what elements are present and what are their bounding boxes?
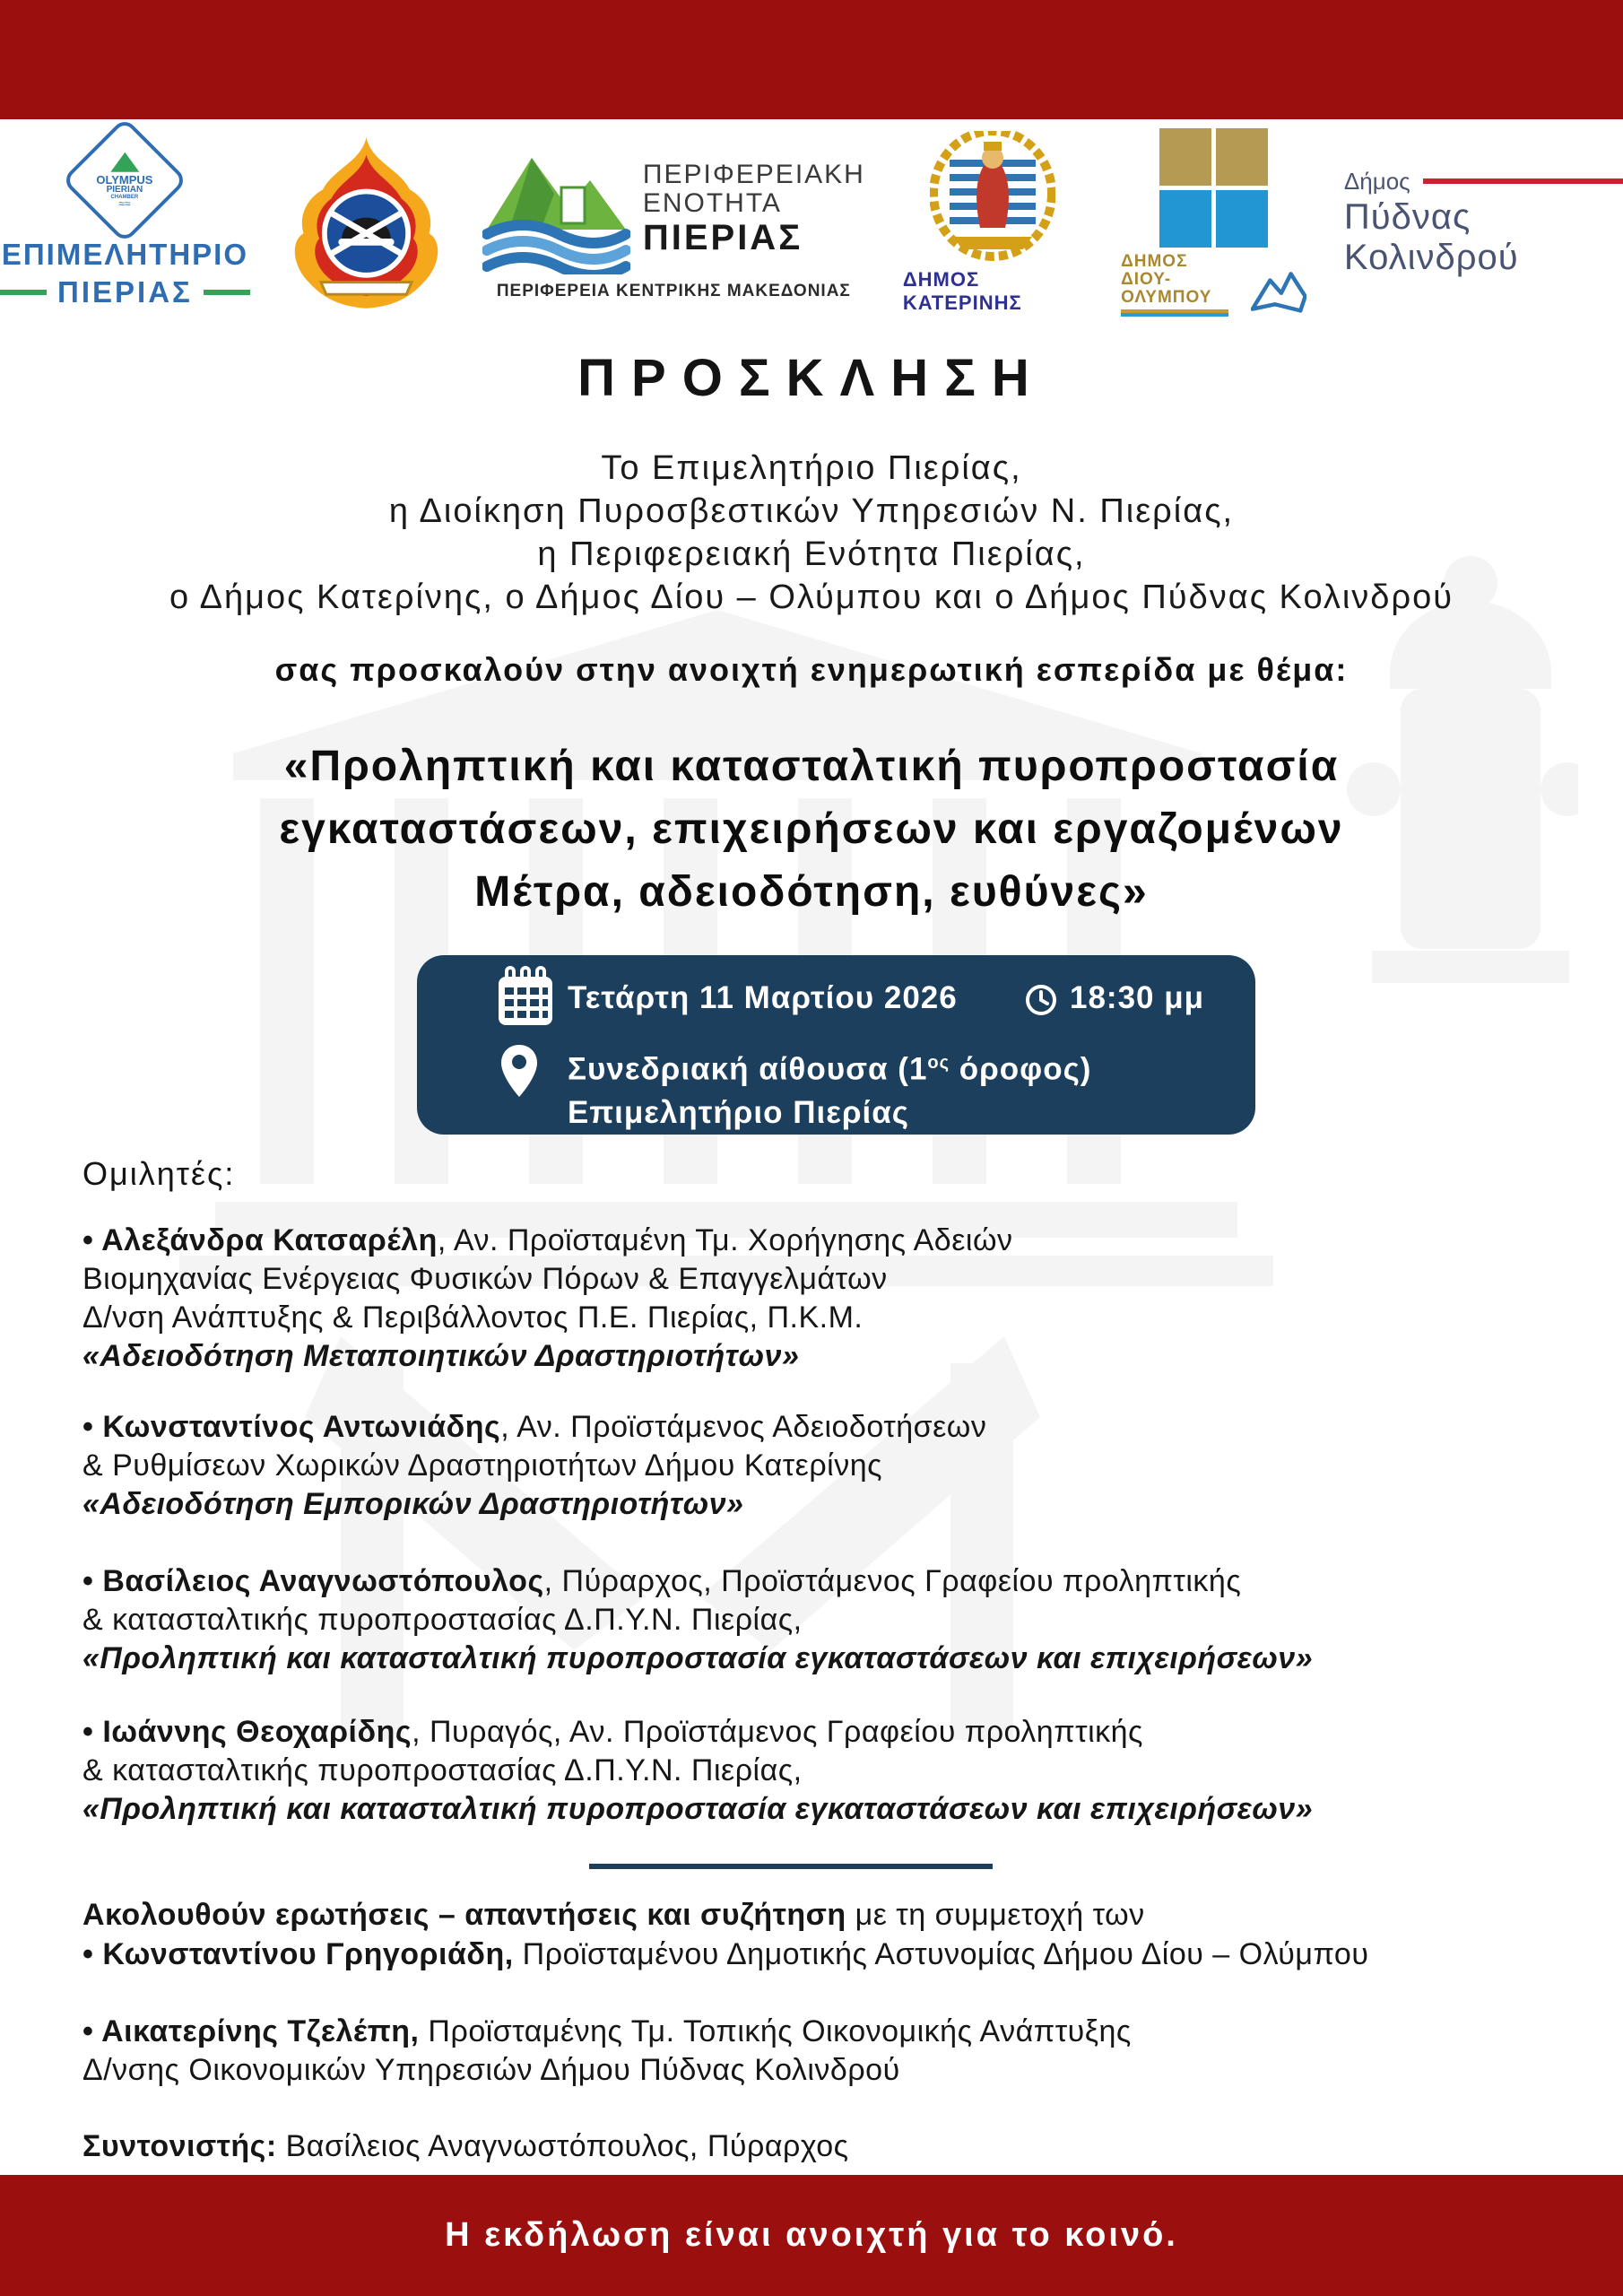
location-pin-icon bbox=[499, 1043, 539, 1099]
speaker-2-line1: • Κωνσταντίνος Αντωνιάδης, Αν. Προϊστάμενος Αδειοδοτήσεων bbox=[82, 1410, 987, 1444]
logo-dion-olympos bbox=[1121, 128, 1306, 317]
dion-line1: ΔΗΜΟΣ bbox=[1121, 252, 1188, 272]
waves-icon: ≈≈ bbox=[118, 197, 131, 211]
regional-line3: ΠΙΕΡΙΑΣ bbox=[642, 217, 803, 257]
speaker-1-line2: Βιομηχανίας Ενέργειας Φυσικών Πόρων & Επαγγελμάτων bbox=[82, 1262, 888, 1296]
speaker-3 bbox=[82, 1562, 1553, 1678]
speaker-4 bbox=[82, 1713, 1553, 1829]
speaker-4-line2: & κατασταλτικής πυροπροστασίας Δ.Π.Υ.Ν. Πιερίας, bbox=[82, 1753, 803, 1787]
chamber-name-line2: ΠΙΕΡΙΑΣ bbox=[57, 275, 193, 309]
speaker-1 bbox=[82, 1222, 1553, 1376]
speaker-2 bbox=[82, 1408, 1553, 1524]
speaker-4-name: Ιωάννης Θεοχαρίδης bbox=[102, 1715, 412, 1749]
organizer-line-1: Το Επιμελητήριο Πιερίας, bbox=[601, 449, 1022, 487]
speaker-1-name: Αλεξάνδρα Κατσαρέλη bbox=[101, 1223, 438, 1257]
coordinator-value: Βασίλειος Αναγνωστόπουλος, Πύραρχος bbox=[276, 2129, 849, 2163]
dion-line2: ΔΙΟΥ-ΟΛΥΜΠΟΥ bbox=[1121, 270, 1212, 307]
invitation-line: σας προσκαλούν στην ανοιχτή ενημερωτική εσπερίδα με θέμα: bbox=[274, 651, 1349, 688]
chamber-badge-line3: CHAMBER bbox=[111, 195, 139, 201]
speaker-3-line1: • Βασίλειος Αναγνωστόπουλος, Πύραρχος, Προϊστάμενος Γραφείου προληπτικής bbox=[82, 1564, 1242, 1598]
theme-line-2: εγκαταστάσεων, επιχειρήσεων και εργαζομένων bbox=[279, 805, 1344, 853]
logo-chamber-pieria bbox=[0, 135, 250, 309]
event-theme bbox=[0, 735, 1623, 924]
location-line1-pre: Συνεδριακή αίθουσα (1 bbox=[568, 1051, 928, 1087]
top-red-band bbox=[0, 0, 1623, 119]
speaker-3-topic: «Προληπτική και κατασταλτική πυροπροστασία εγκαταστάσεων και επιχειρήσεων» bbox=[82, 1641, 1314, 1675]
coordinator-label: Συντονιστής: bbox=[82, 2129, 277, 2163]
event-info-box bbox=[417, 955, 1255, 1135]
theme-line-3: Μέτρα, αδειοδότηση, ευθύνες» bbox=[474, 868, 1149, 916]
coordinator-line bbox=[82, 2127, 1553, 2166]
qa-participant-2: • Αικατερίνης Τζελέπη, Προϊσταμένης Τμ. Τοπικής Οικονομικής Ανάπτυξης Δ/νσης Οικονομικών Υπηρεσιών Δήμου Πύδνας Κολινδρού bbox=[82, 2013, 1553, 2090]
fire-service-emblem-icon bbox=[288, 135, 445, 310]
organizer-line-2: η Διοίκηση Πυροσβεστικών Υπηρεσιών Ν. Πιερίας, bbox=[388, 492, 1235, 530]
speaker-4-topic: «Προληπτική και κατασταλτική πυροπροστασία εγκαταστάσεων και επιχειρήσεων» bbox=[82, 1792, 1314, 1826]
regional-line1: ΠΕΡΙΦΕΡΕΙΑΚΗ bbox=[642, 160, 865, 190]
organizer-line-3: η Περιφερειακή Ενότητα Πιερίας, bbox=[537, 535, 1086, 573]
organizer-line-4: ο Δήμος Κατερίνης, ο Δήμος Δίου – Ολύμπου και ο Δήμος Πύδνας Κολινδρού bbox=[169, 578, 1454, 616]
qa-participant-1: • Κωνσταντίνου Γρηγοριάδη, Προϊσταμένου Δημοτικής Αστυνομίας Δήμου Δίου – Ολύμπου bbox=[82, 1937, 1369, 1971]
mountain-icon bbox=[110, 152, 139, 172]
logo-pydna-kolindrou bbox=[1344, 168, 1623, 278]
dion-tile-mosaic bbox=[1216, 190, 1268, 248]
regional-subtitle: ΠΕΡΙΦΕΡΕΙΑ ΚΕΝΤΡΙΚΗΣ ΜΑΚΕΔΟΝΙΑΣ bbox=[496, 281, 851, 300]
speaker-1-line3: Δ/νση Ανάπτυξης & Περιβάλλοντος Π.Ε. Πιερίας, Π.Κ.Μ. bbox=[82, 1300, 864, 1335]
green-dash-right bbox=[204, 290, 250, 295]
theme-line-1: «Προληπτική και κατασταλτική πυροπροστασία bbox=[283, 743, 1340, 790]
footer-note: Η εκδήλωση είναι ανοιχτή για το κοινό. bbox=[445, 2216, 1178, 2254]
speaker-4-line1: • Ιωάννης Θεοχαρίδης, Πυραγός, Αν. Προϊστάμενος Γραφείου προληπτικής bbox=[82, 1715, 1143, 1749]
chamber-badge-line2: PIERIAN bbox=[107, 185, 143, 196]
location-line2: Επιμελητήριο Πιερίας bbox=[568, 1094, 909, 1130]
calendar-icon bbox=[496, 966, 555, 1029]
qa-intro-line bbox=[82, 1896, 1553, 1935]
page-title: ΠΡΟΣΚΛΗΣΗ bbox=[577, 349, 1046, 407]
speaker-3-line2: & κατασταλτικής πυροπροστασίας Δ.Π.Υ.Ν. Πιερίας, bbox=[82, 1603, 803, 1637]
olympus-mountain-icon bbox=[1251, 266, 1306, 317]
location-ordinal: ος bbox=[927, 1053, 950, 1073]
dion-underline-bars bbox=[1121, 309, 1228, 317]
logo-regional-unit-pieria bbox=[482, 144, 865, 301]
dion-tiles-icon bbox=[1159, 128, 1268, 248]
speaker-1-topic: «Αδειοδότηση Μεταποιητικών Δραστηριοτήτων» bbox=[82, 1339, 800, 1373]
qa-participant-2-line2: Δ/νσης Οικονομικών Υπηρεσιών Δήμου Πύδνας Κολινδρού bbox=[82, 2053, 900, 2087]
event-date: Τετάρτη 11 Μαρτίου 2026 bbox=[568, 980, 958, 1015]
event-time: 18:30 μμ bbox=[1070, 980, 1205, 1015]
pydna-line2: Πύδνας Κολινδρού bbox=[1343, 196, 1519, 277]
organizers-paragraph bbox=[0, 447, 1623, 619]
speaker-2-topic: «Αδειοδότηση Εμπορικών Δραστηριοτήτων» bbox=[82, 1487, 744, 1521]
dion-tile-saint bbox=[1159, 128, 1211, 186]
logo-fire-service bbox=[288, 135, 445, 310]
chamber-name-line1: ΕΠΙΜΕΛΗΤΗΡΙΟ bbox=[1, 238, 249, 271]
chamber-diamond-icon bbox=[62, 117, 188, 243]
qa-bold-part: Ακολουθούν ερωτήσεις – απαντήσεις και συζήτηση bbox=[82, 1898, 846, 1932]
katerini-seal-icon bbox=[930, 131, 1055, 261]
speaker-2-line2: & Ρυθμίσεων Χωρικών Δραστηριοτήτων Δήμου Κατερίνης bbox=[82, 1448, 883, 1483]
logo-katerini bbox=[903, 131, 1083, 315]
regional-line2: ΕΝΟΤΗΤΑ bbox=[642, 188, 782, 219]
speaker-2-name: Κωνσταντίνος Αντωνιάδης bbox=[102, 1410, 501, 1444]
qa-regular-part: με τη συμμετοχή των bbox=[846, 1898, 1145, 1932]
katerini-label: ΔΗΜΟΣ ΚΑΤΕΡΙΝΗΣ bbox=[902, 267, 1022, 314]
pydna-line1: Δήμος bbox=[1343, 167, 1410, 195]
green-dash-left bbox=[0, 290, 47, 295]
chamber-badge-line1: OLYMPUS bbox=[96, 173, 153, 187]
speaker-3-name: Βασίλειος Αναγνωστόπουλος bbox=[102, 1564, 544, 1598]
clock-icon bbox=[1025, 984, 1057, 1016]
dion-tile-ruins bbox=[1159, 190, 1211, 248]
mountain-waves-icon bbox=[482, 144, 630, 274]
bottom-red-band bbox=[0, 2175, 1623, 2296]
speakers-heading: Ομιλητές: bbox=[82, 1155, 236, 1192]
section-divider bbox=[589, 1864, 993, 1869]
location-line1-post: όροφος) bbox=[950, 1051, 1092, 1087]
qa-participant-2-name: Αικατερίνης Τζελέπη, bbox=[101, 2014, 420, 2048]
qa-participant-1-name: Κωνσταντίνου Γρηγοριάδη, bbox=[102, 1937, 514, 1971]
event-location bbox=[568, 1041, 1091, 1135]
pydna-red-line bbox=[1423, 178, 1623, 184]
speaker-1-line1: • Αλεξάνδρα Κατσαρέλη, Αν. Προϊσταμένη Τμ. Χορήγησης Αδειών bbox=[82, 1223, 1013, 1257]
dion-tile-inscription bbox=[1216, 128, 1268, 186]
organizer-logos-row bbox=[0, 133, 1623, 312]
